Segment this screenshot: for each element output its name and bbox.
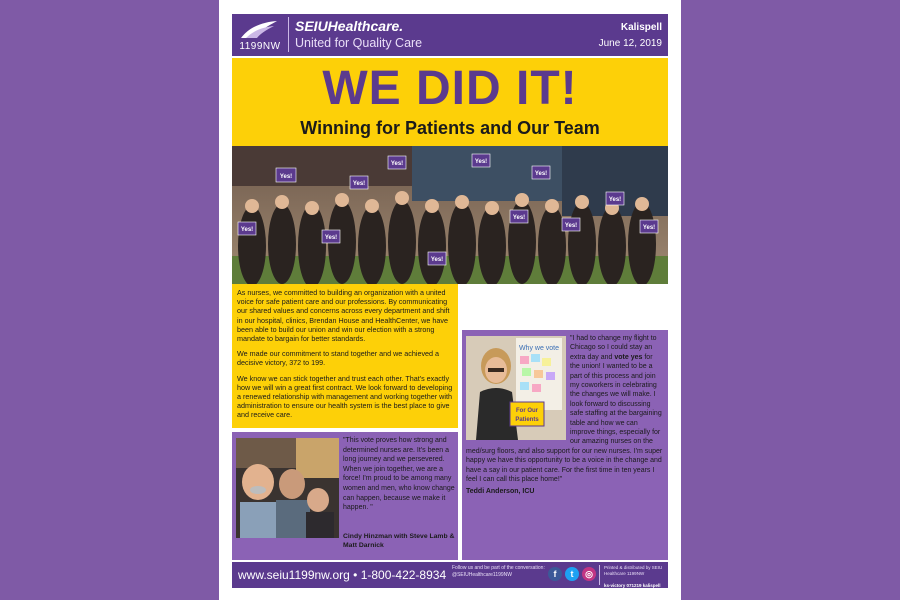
quote-text-teddi [466, 334, 664, 496]
brand-block [288, 17, 422, 52]
seiu-logo [238, 18, 282, 52]
photo-spacer [466, 334, 570, 444]
quote-box-cindy [232, 432, 458, 560]
follow-text [452, 565, 552, 579]
contact-info[interactable]: www.seiu1199nw.org • 1-800-422-8934 [238, 568, 447, 582]
brand-name: SEIUHealthcare. [295, 18, 404, 34]
logo-code: 1199NW [239, 41, 281, 52]
photo-sign-text: Yes! [564, 223, 578, 229]
patients-sign-text: For Our [516, 408, 538, 414]
headline-subtitle: Winning for Patients and Our Team [300, 118, 600, 138]
quote-photo-cindy [236, 438, 339, 538]
intro-paragraph: We know we can stick together and trust each other. That's exactly how we will win a great first contract. We look forward to developing a renewed relationship with management and working together with administration to ensure our health system is the best place to give and receive care. [237, 373, 453, 420]
photo-sign-text: Yes! [642, 225, 656, 231]
photo-sign-text: Yes! [390, 161, 404, 167]
intro-paragraph: We made our commitment to stand together and we achieved a decisive victory, 372 to 199. [237, 349, 440, 368]
header-meta [599, 20, 662, 52]
newsletter-footer [232, 562, 668, 594]
quote-credit-cindy: Cindy Hinzman with Steve Lamb & Matt Darnick [343, 533, 455, 549]
quote-box-teddi [462, 330, 668, 560]
brand-tagline: United for Quality Care [295, 36, 423, 50]
photo-sign-text: Yes! [608, 197, 622, 203]
quote-text-teddi-part1: "I had to change my flight to Chicago so I could stay an extra day and [570, 335, 657, 361]
follow-handle[interactable]: @SEIUHealthcare1199NW [452, 572, 513, 578]
photo-sign-text: Yes! [324, 235, 338, 241]
photo-sign-text: Yes! [279, 174, 293, 180]
footer-print-info [604, 565, 666, 595]
selfie-photo [236, 438, 339, 538]
photo-sign-text: Yes! [240, 227, 254, 233]
quote-text-teddi-bold: vote yes [614, 353, 643, 361]
location-label: Kalispell [620, 22, 662, 33]
quote-credit-teddi: Teddi Anderson, ICU [466, 487, 535, 495]
intro-text-box [232, 284, 458, 428]
photo-sign-text: Yes! [512, 215, 526, 221]
headline-title: WE DID IT! [322, 62, 578, 115]
board-text: Why we vote [518, 345, 560, 352]
print-credit: Printed & distributed by SEIU Healthcare 1199NW [604, 565, 663, 576]
quote-text-cindy: "This vote proves how strong and determined nurses are. It's been a long journey and we persevered. When we join together, we are a force! I'm proud to be among many women and men, who know change can happen, because we make it happen. " [343, 437, 455, 512]
wing-logo-icon [240, 20, 278, 40]
document-code: ks-victory 071219 kalispell 1004 [604, 583, 661, 594]
facebook-icon[interactable]: f [548, 567, 562, 581]
twitter-icon[interactable]: t [565, 567, 579, 581]
issue-date: June 12, 2019 [598, 38, 662, 49]
photo-sign-text: Yes! [474, 159, 488, 165]
intro-paragraph: As nurses, we committed to building an organization with a united voice for safe patient care and our professions. By communicating our shared values and concerns across every department and shift in our hospital, clinics, Brendan House and HealthCenter, we have been able to build our union and win our election with a strong mandate to bargain for better standards. [237, 288, 450, 344]
footer-divider [599, 565, 600, 585]
headline-banner [232, 58, 668, 146]
group-photo-illustration [232, 146, 668, 284]
quote-text-teddi-part2: for the union! I wanted to be a part of this process and join my coworkers in celebrating the changes we will make. I look forward to discussing safe staffing at the bargaining table and how we can improve things, especially for our amazing nurses on the med/surg floors, and also support for our new nurses. I'm super happy we have this opportunity to be a voice in the change and have a say in our patient care. For the first time in ten years I feel I can call this place home!" [466, 353, 663, 484]
photo-sign-text: Yes! [534, 171, 548, 177]
follow-line: Follow us and be part of the conversation: [452, 565, 545, 571]
newsletter-header [232, 14, 668, 56]
instagram-icon[interactable]: ◎ [582, 567, 596, 581]
photo-sign-text: Yes! [430, 257, 444, 263]
photo-sign-text: Yes! [352, 181, 366, 187]
patients-sign-text-2: Patients [515, 417, 539, 423]
group-photo [232, 146, 668, 284]
